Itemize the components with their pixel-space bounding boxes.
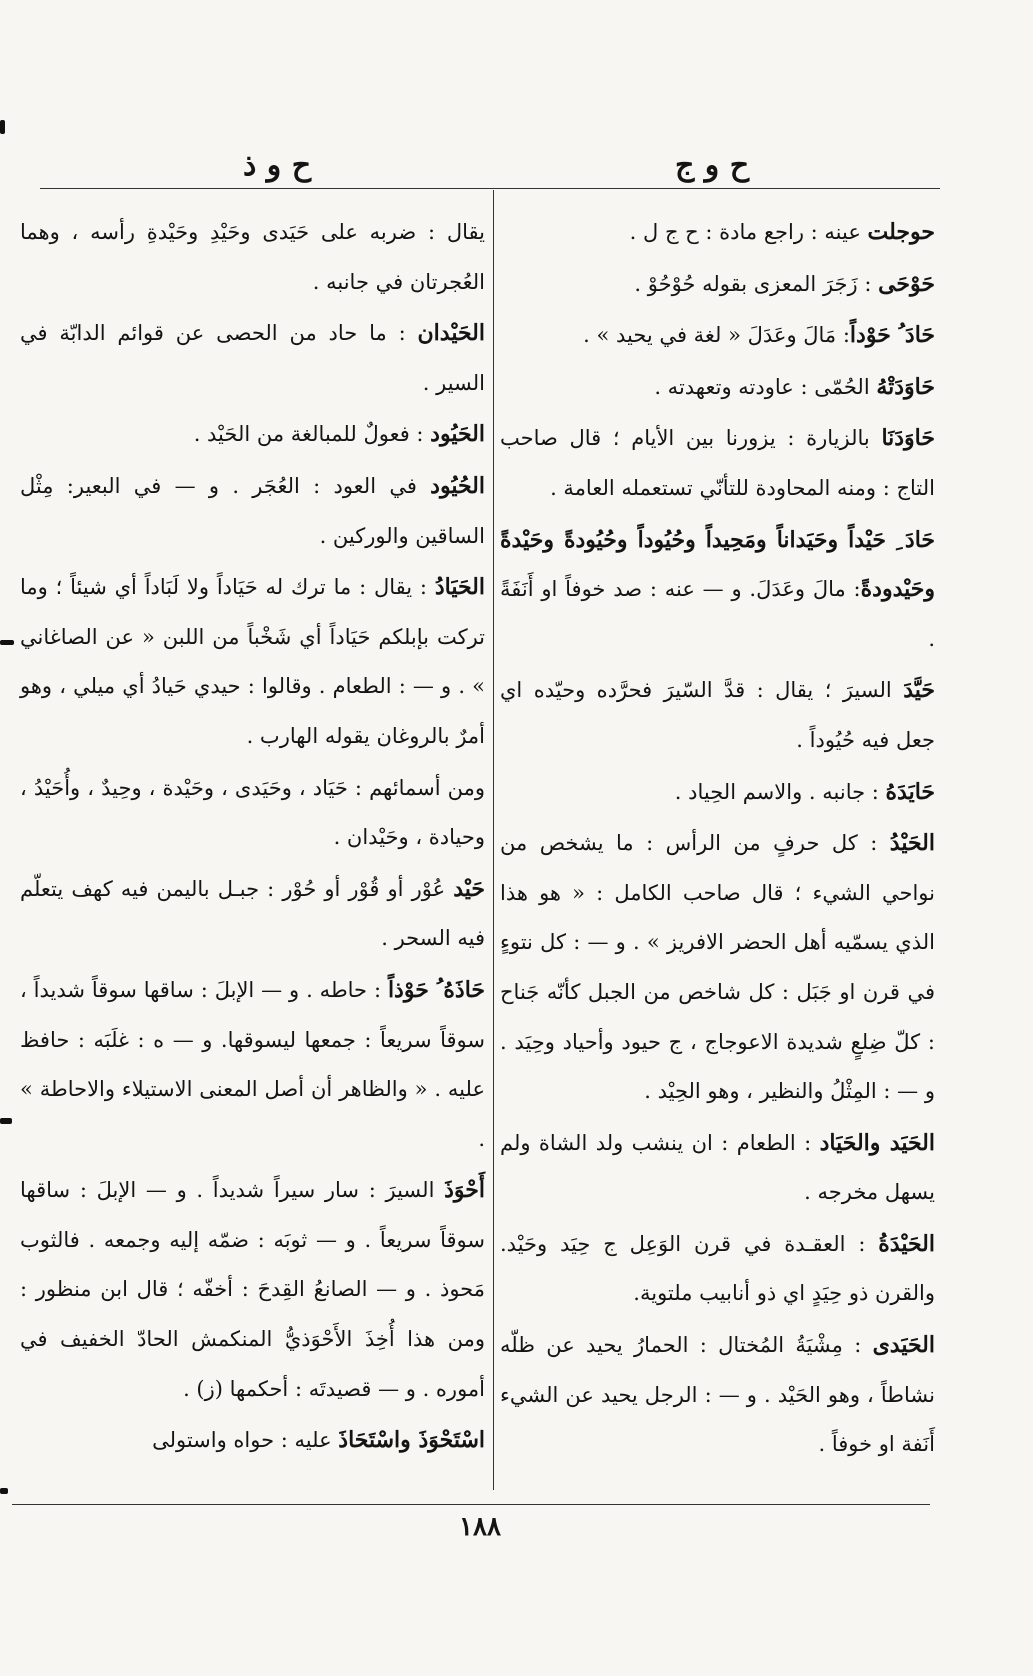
column-divider	[493, 190, 494, 1490]
dictionary-entry	[500, 363, 935, 413]
entry-headword: حَوْحَى	[878, 270, 935, 297]
entry-headword: الحُيُود	[430, 472, 485, 499]
entry-headword: الحَيَدى	[872, 1332, 935, 1359]
entry-definition: : زَجَرَ المعزى بقوله حُوْحُوْ .	[634, 271, 879, 296]
dictionary-entry	[500, 768, 935, 818]
entry-headword: حَيَّدَ	[903, 677, 935, 704]
header-rule	[40, 188, 940, 189]
entry-definition: : مَالَ وعَدَلَ « لغة في يحيد » .	[583, 323, 850, 348]
entry-headword: الحَيْدَةُ	[878, 1230, 935, 1257]
entry-headword: الحَيَد والحَيَاد	[819, 1129, 935, 1156]
entry-headword: حَايَدَهُ	[885, 778, 935, 805]
dictionary-entry	[20, 966, 485, 1164]
dictionary-entry	[20, 1166, 485, 1414]
entry-definition: عليه : حواه واستولى	[152, 1428, 339, 1453]
entry-headword: حوجلت	[867, 219, 935, 245]
entry-headword: حَادَ ِ حَيْداً وحَيَداناً ومَحِيداً وحُيُوداً وحُيُودةً وحَيْدةً وحَيْدودةً	[500, 526, 935, 603]
entry-definition: : جانبه . والاسم الحِياد .	[674, 779, 886, 804]
entry-definition: : الطعام : ان ينشب ولد الشاة ولم يسهل مخرجه .	[500, 1130, 935, 1205]
dictionary-entry	[500, 1220, 935, 1319]
entry-headword: الحَيُود	[430, 421, 485, 448]
entry-headword: حَاذَهُ ُ حَوْذاً	[387, 976, 486, 1003]
entry-definition: الحُمّى : عاودته وتعهدته .	[654, 374, 877, 399]
running-header-left: ح و ذ	[243, 148, 312, 183]
page-number: ١٨٨	[459, 1512, 501, 1542]
dictionary-entry	[20, 563, 485, 761]
entry-definition: : مالَ وعَدَلَ. و — عنه : صد خوفاً او أَنَفَةً .	[500, 577, 935, 651]
entry-definition: : ما حاد من الحصى عن قوائم الدابّة في السير .	[20, 321, 485, 395]
entry-definition: : مِشْيَةُ المُختال : الحمارُ يحيد عن ظلّه نشاطاً ، وهو الحَيْد . و — : الرجل يحيد عن الشيء أَنَفة او خوفاً .	[500, 1333, 935, 1457]
dictionary-entry	[500, 1119, 935, 1218]
entry-definition: في العود : العُجَر . و — في البعير: مِثْل الساقين والوركين .	[20, 473, 485, 548]
entry-definition: : يقال : ما ترك له حَيَاداً ولا لَبَاداً أي شيئاً ؛ وما تركت بإبلكم حَيَاداً أي شَخْباً من اللبن « عن الصاغاني » . و — : الطعام . وقالوا : حيدي حَيادُ أي ميلي ، وهو أمرٌ بالروغان يقوله الهارب .	[20, 575, 485, 748]
entry-definition: : فعولٌ للمبالغة من الحَيْد .	[193, 422, 431, 447]
dictionary-entry	[20, 410, 485, 460]
dictionary-entry	[500, 311, 935, 361]
left-column	[20, 208, 485, 1468]
margin-mark	[0, 1488, 8, 1494]
dictionary-entry	[20, 865, 485, 964]
entry-definition: ومن أسمائهم : حَيَاد ، وحَيَدى ، وحَيْدة ، وحِيدٌ ، وأُحَيْدُ ، وحيادة ، وحَيْدان .	[20, 775, 485, 850]
dictionary-entry	[500, 414, 935, 513]
entry-definition: : حاطه . و — الإبلَ : ساقها سوقاً شديداً ، سوقاً سريعاً : جمعها ليسوقها. و — ه : غلَبَه : حافظ عليه . « والظاهر أن أصل المعنى الاستيلاء والاحاطة » .	[20, 977, 485, 1151]
footer-rule	[12, 1504, 930, 1505]
dictionary-entry	[500, 1321, 935, 1470]
dictionary-entry	[20, 208, 485, 307]
margin-mark	[0, 1118, 12, 1124]
dictionary-entry	[20, 764, 485, 863]
entry-definition: السيرَ : سار سيراً شديداً . و — الإبلَ : ساقها سوقاً سريعاً . و — ثوبَه : ضمّه إليه وجمعه . فالثوب مَحوذ . و — الصانعُ القِدحَ : أخفّه ؛ قال ابن منظور : ومن هذا أُخِذَ الأَحْوَذيُّ المنكمش الحادّ الخفيف في أموره . و — قصيدتَه : أحكمها (ز) .	[20, 1178, 485, 1401]
right-column	[500, 208, 935, 1472]
entry-headword: الحَيْدُ	[889, 830, 935, 857]
entry-definition: : العقـدة في قرن الوَعِل ج حِيَد وحَيْد. والقرن ذو حِيَدٍ اي ذو أنابيب ملتوية.	[500, 1231, 935, 1306]
margin-mark	[0, 120, 5, 134]
entry-headword: حَاوَدَتْهُ	[876, 373, 935, 400]
entry-definition: السيرَ ؛ يقال : قدَّ السّيرَ فحرَّده وحيّده اي جعل فيه حُيُوداً .	[500, 678, 935, 752]
dictionary-entry	[20, 462, 485, 561]
entry-headword: الحَيْدان	[417, 320, 485, 347]
entry-definition: يقال : ضربه على حَيَدى وحَيْدِ وحَيْدةِ رأسه ، وهما العُجرتان في جانبه .	[20, 220, 485, 294]
entry-headword: اسْتَحْوَذَ واسْتَحَاذَ	[338, 1427, 485, 1454]
margin-mark	[0, 640, 14, 645]
entry-headword: حَادَ ُ حَوْداً	[849, 322, 935, 349]
running-header-right: ح و ج	[675, 148, 750, 183]
dictionary-entry	[500, 260, 935, 310]
entry-definition: بالزيارة : يزورنا بين الأيام ؛ قال صاحب التاج : ومنه المحاودة للتأنّي تستعمله العامة .	[500, 426, 935, 500]
entry-headword: حَاوَدَنَا	[881, 425, 935, 452]
entry-headword: حَيْد	[453, 875, 485, 902]
entry-definition: : كل حرفٍ من الرأس : ما يشخص من نواحي الشيء ؛ قال صاحب الكامل : « هو هذا الذي يسمّيه أهل الحضر الافريز » . و — : كل نتوءٍ في قرن او جَبَل : كل شاخص من الجبل كأنّه جَناح : كلّ ضِلعٍ شديدة الاعوجاج ، ج حيود وأحياد وحِيَد . و — : المِثْلُ والنظير ، وهو الحِيْد .	[500, 831, 935, 1104]
dictionary-entry	[500, 208, 935, 258]
entry-definition: عينه : راجع مادة : ح ج ل .	[629, 220, 868, 244]
dictionary-entry	[500, 819, 935, 1117]
dictionary-entry	[20, 309, 485, 408]
entry-headword: أَحْوَذَ	[444, 1177, 485, 1204]
entry-definition: عُوْر أو قُوْر أو حُوْر : جبـل باليمن فيه كهف يتعلّم فيه السحر .	[20, 876, 485, 951]
dictionary-entry	[20, 1416, 485, 1466]
dictionary-entry	[500, 516, 935, 665]
entry-headword: الحَيَادُ	[434, 574, 485, 601]
dictionary-entry	[500, 666, 935, 765]
